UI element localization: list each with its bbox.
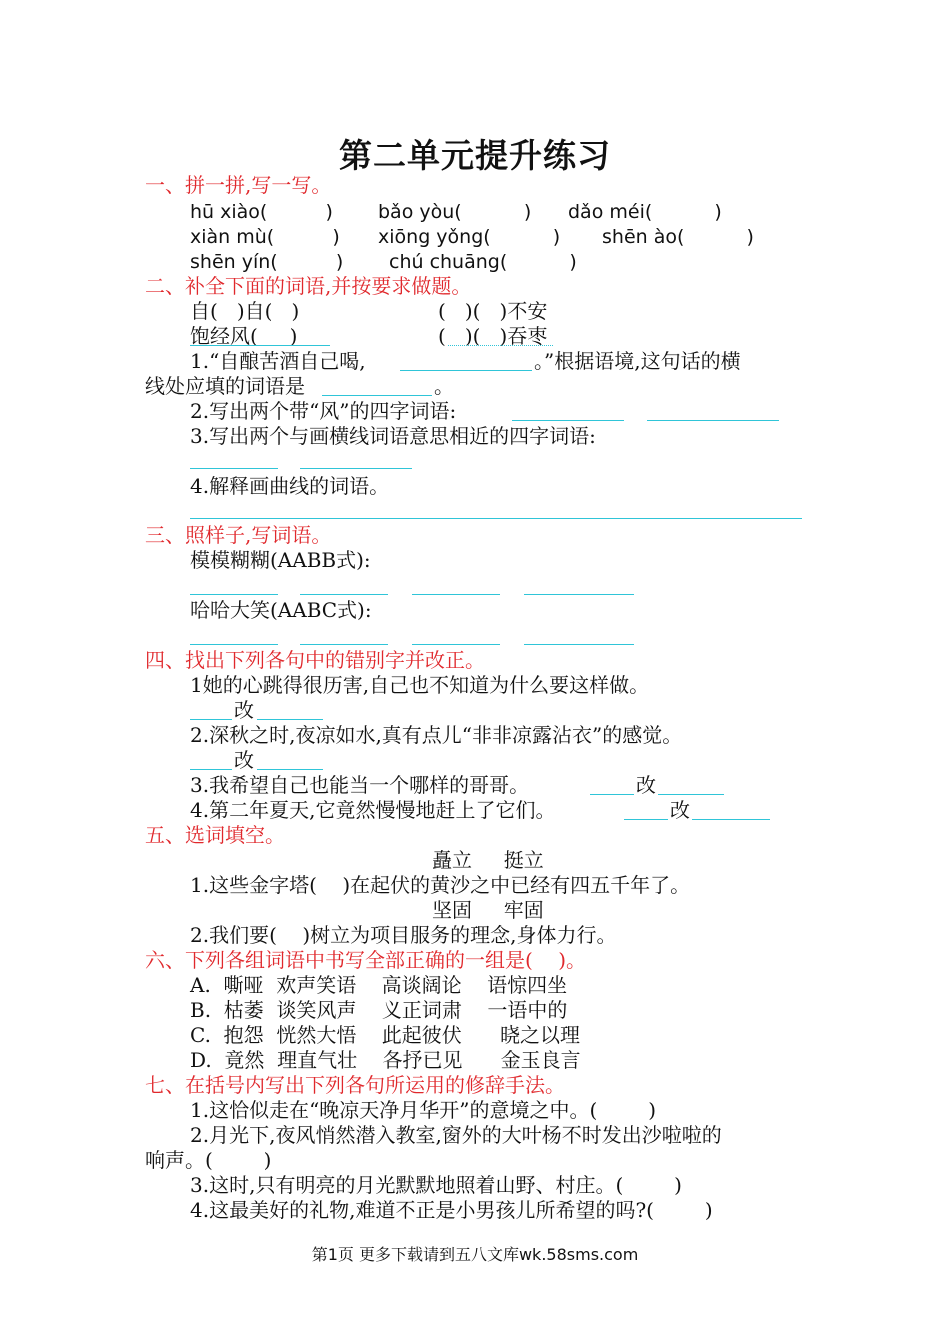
- question-text: 3.我希望自己也能当一个哪样的哥哥。: [190, 773, 530, 797]
- choice-option-b: B. 枯萎 谈笑风声 义正词肃 一语中的: [190, 998, 568, 1022]
- correction-label: 改: [234, 748, 254, 772]
- question-text: 1.这恰似走在“晚凉天净月华开”的意境之中。( ): [190, 1098, 656, 1122]
- answer-line[interactable]: [412, 644, 500, 645]
- question-text: 3.写出两个与画横线词语意思相近的四字词语:: [190, 424, 596, 448]
- word-fill: ( )( )不安: [438, 299, 548, 323]
- answer-line[interactable]: [512, 420, 624, 421]
- answer-line[interactable]: [590, 794, 634, 795]
- word-options: 坚固 牢固: [432, 898, 544, 922]
- pinyin-item: shēn yín( ): [190, 251, 344, 273]
- underline-mark: [190, 345, 330, 346]
- choice-option-c: C. 抱怨 恍然大悟 此起彼伏 晓之以理: [190, 1023, 580, 1047]
- question-text: 2.深秋之时,夜凉如水,真有点儿“非非凉露沾衣”的感觉。: [190, 723, 683, 747]
- answer-line[interactable]: [190, 518, 802, 519]
- pinyin-item: xiōng yǒng( ): [378, 226, 561, 248]
- section-2-heading: 二、补全下面的词语,并按要求做题。: [145, 274, 472, 298]
- word-fill: 自( )自( ): [190, 299, 300, 323]
- answer-line[interactable]: [322, 395, 432, 396]
- question-text: 2.我们要( )树立为项目服务的理念,身体力行。: [190, 923, 617, 947]
- wavy-underline-mark: [448, 345, 553, 346]
- word-fill: ( )( )吞枣: [438, 324, 548, 348]
- question-text: 响声。( ): [145, 1148, 272, 1172]
- section-6-heading: 六、下列各组词语中书写全部正确的一组是( )。: [145, 948, 587, 972]
- example-text: 模模糊糊(AABB式):: [190, 548, 371, 572]
- question-text: 4.这最美好的礼物,难道不正是小男孩儿所希望的吗?( ): [190, 1198, 713, 1222]
- pinyin-item: chú chuāng( ): [389, 251, 577, 273]
- answer-line[interactable]: [692, 819, 770, 820]
- answer-line[interactable]: [257, 769, 323, 770]
- answer-line[interactable]: [300, 644, 388, 645]
- example-text: 哈哈大笑(AABC式):: [190, 598, 372, 622]
- answer-line[interactable]: [190, 719, 232, 720]
- word-options: 矗立 挺立: [432, 848, 544, 872]
- question-text: 4.解释画曲线的词语。: [190, 474, 390, 498]
- question-text: 3.这时,只有明亮的月光默默地照着山野、村庄。( ): [190, 1173, 682, 1197]
- question-text: 4.第二年夏天,它竟然慢慢地赶上了它们。: [190, 798, 556, 822]
- page-title: 第二单元提升练习: [339, 136, 611, 175]
- answer-line[interactable]: [257, 719, 323, 720]
- answer-line[interactable]: [624, 819, 668, 820]
- section-4-heading: 四、找出下列各句中的错别字并改正。: [145, 648, 485, 672]
- answer-line[interactable]: [300, 594, 388, 595]
- section-5-heading: 五、选词填空。: [145, 823, 285, 847]
- correction-label: 改: [636, 773, 656, 797]
- correction-label: 改: [670, 798, 690, 822]
- answer-line[interactable]: [524, 594, 634, 595]
- question-text: 2.写出两个带“风”的四字词语:: [190, 399, 457, 423]
- answer-line[interactable]: [647, 420, 779, 421]
- answer-line[interactable]: [190, 594, 278, 595]
- pinyin-item: hū xiào( ): [190, 201, 333, 223]
- question-text: 1.这些金字塔( )在起伏的黄沙之中已经有四五千年了。: [190, 873, 691, 897]
- choice-option-d: D. 竟然 理直气壮 各抒已见 金玉良言: [190, 1048, 581, 1072]
- answer-line[interactable]: [658, 794, 724, 795]
- answer-line[interactable]: [524, 644, 634, 645]
- question-text: 线处应填的词语是: [145, 374, 305, 398]
- section-7-heading: 七、在括号内写出下列各句所运用的修辞手法。: [145, 1073, 565, 1097]
- pinyin-item: shēn ào( ): [602, 226, 754, 248]
- question-text: 。”根据语境,这句话的横: [534, 349, 741, 373]
- word-fill: 饱经风( ): [190, 324, 298, 348]
- answer-line[interactable]: [412, 594, 500, 595]
- answer-line[interactable]: [190, 769, 232, 770]
- question-text: 2.月光下,夜风悄然潜入教室,窗外的大叶杨不时发出沙啦啦的: [190, 1123, 722, 1147]
- answer-line[interactable]: [400, 370, 532, 371]
- section-3-heading: 三、照样子,写词语。: [145, 523, 332, 547]
- answer-line[interactable]: [300, 468, 412, 469]
- section-1-heading: 一、拼一拼,写一写。: [145, 173, 332, 197]
- answer-line[interactable]: [190, 468, 278, 469]
- choice-option-a: A. 嘶哑 欢声笑语 高谈阔论 语惊四坐: [190, 973, 568, 997]
- question-text: 。: [434, 374, 454, 398]
- pinyin-item: xiàn mù( ): [190, 226, 340, 248]
- question-text: 1.“自酿苦酒自己喝,: [190, 349, 366, 373]
- answer-line[interactable]: [190, 644, 278, 645]
- question-text: 1她的心跳得很历害,自己也不知道为什么要这样做。: [190, 673, 650, 697]
- pinyin-item: bǎo yòu( ): [378, 201, 532, 223]
- pinyin-item: dǎo méi( ): [568, 201, 722, 223]
- correction-label: 改: [234, 698, 254, 722]
- page-footer: 第1页 更多下载请到五八文库wk.58sms.com: [311, 1245, 639, 1264]
